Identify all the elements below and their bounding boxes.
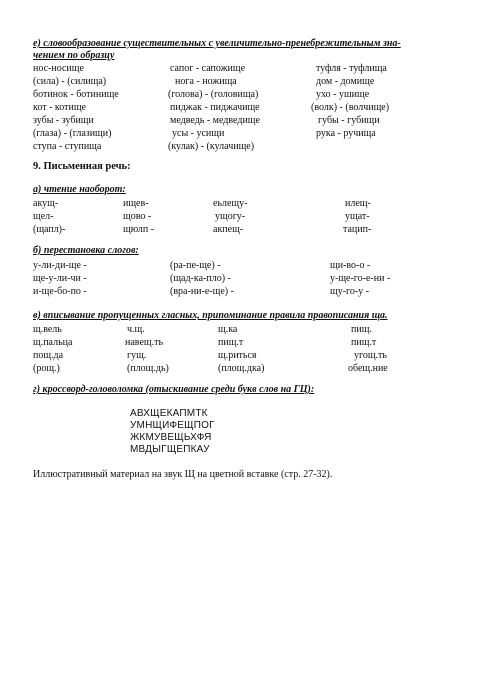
word-pair: пиджак - пиджачище: [170, 102, 260, 113]
word-pair: ухо - ушище: [316, 89, 370, 100]
letter-grid-row: УМНЩИФЕЩПОГ: [130, 420, 215, 431]
section-e-row: [0, 127, 494, 140]
letter-grid: [130, 408, 215, 456]
gap-word: пощ.да: [33, 350, 64, 361]
footer-note: Иллюстративный материал на звук Щ на цветной вставке (стр. 27-32).: [33, 469, 333, 480]
word-pair: ступа - ступища: [33, 141, 102, 152]
reversed-word: еьлещу-: [213, 198, 248, 209]
gap-word: навещ.ть: [125, 337, 164, 348]
reversed-word: акущ-: [33, 198, 59, 209]
word-pair: туфля - туфлища: [316, 63, 387, 74]
gap-word: пищ.т: [218, 337, 244, 348]
letter-grid-row: ЖКМУВЕЩЬХФЯ: [130, 432, 212, 443]
reversed-word: щюлп -: [123, 224, 155, 235]
word-pair: (волк) - (волчище): [311, 102, 390, 113]
word-pair: рука - ручища: [316, 128, 376, 139]
reversed-word: ущогу-: [215, 211, 246, 222]
gap-word: щ.пальца: [33, 337, 73, 348]
word-pair: ботинок - ботинище: [33, 89, 119, 100]
section-v-row: [0, 323, 494, 336]
section-e-row: [0, 62, 494, 75]
word-pair: усы - усищи: [172, 128, 225, 139]
section-b-row: [0, 285, 494, 298]
syllable-word: у-ли-ди-ще -: [33, 260, 87, 271]
reversed-word: щел-: [33, 211, 54, 222]
section-e-row: [0, 88, 494, 101]
word-pair: (глаза) - (глазищи): [33, 128, 112, 139]
gap-word: гущ.: [127, 350, 147, 361]
gap-word: щ.вель: [33, 324, 62, 335]
section-a-row: [0, 197, 494, 210]
word-pair: (сила) - (силища): [33, 76, 107, 87]
gap-word: ч.щ.: [127, 324, 145, 335]
syllable-word: (вра-ни-е-ще) -: [170, 286, 234, 297]
section-v-row: [0, 336, 494, 349]
section-v-row: [0, 349, 494, 362]
reversed-word: ущат-: [345, 211, 370, 222]
letter-grid-row: МВДЫГЩЕПКАУ: [130, 444, 210, 455]
syllable-word: (ра-пе-ще) -: [170, 260, 221, 271]
section-v-row: [0, 362, 494, 375]
section-g-heading: г) кроссворд-головоломка (отыскивание среди букв слов на ГЦ):: [33, 384, 315, 395]
section-b-row: [0, 259, 494, 272]
syllable-word: (щад-ка-пло) -: [170, 273, 231, 284]
section-e-heading-line2: чением по образцу: [33, 50, 115, 61]
letter-grid-row: АВХЩЕКАПМТК: [130, 408, 208, 419]
reversed-word: акпещ-: [213, 224, 244, 235]
word-pair: кот - котище: [33, 102, 86, 113]
section-a-heading: а) чтение наоборот:: [33, 184, 126, 195]
section-b-heading: б) перестановка слогов:: [33, 245, 139, 256]
syllable-word: щу-го-у -: [330, 286, 370, 297]
word-pair: сапог - сапожище: [170, 63, 246, 74]
section-e-row: [0, 114, 494, 127]
reversed-word: (щапл)-: [33, 224, 66, 235]
gap-word: (площ.дь): [127, 363, 169, 374]
section-e-row: [0, 75, 494, 88]
gap-word: пищ.т: [351, 337, 377, 348]
section-e-row: [0, 140, 494, 153]
section-e-row: [0, 101, 494, 114]
gap-word: (рощ.): [33, 363, 60, 374]
gap-word: обещ.ние: [348, 363, 388, 374]
word-pair: дом - домище: [316, 76, 375, 87]
reversed-word: тацип-: [343, 224, 372, 235]
gap-word: щ.ка: [218, 324, 238, 335]
section-e-heading-line1: е) словообразование существительных с увеличительно-пренебрежительным зна-: [33, 38, 401, 49]
gap-word: угощ.ть: [354, 350, 387, 361]
word-pair: (кулак) - (кулачище): [168, 141, 255, 152]
reversed-word: илещ-: [345, 198, 371, 209]
section-a-row: [0, 223, 494, 236]
syllable-word: у-ще-го-е-ни -: [330, 273, 391, 284]
syllable-word: и-ще-бо-по -: [33, 286, 87, 297]
word-pair: (голова) - (головища): [168, 89, 259, 100]
syllable-word: ще-у-ли-чи -: [33, 273, 87, 284]
section-b-row: [0, 272, 494, 285]
reversed-word: щово -: [123, 211, 152, 222]
word-pair: медведь - медведище: [170, 115, 260, 126]
gap-word: щ.риться: [218, 350, 257, 361]
word-pair: нос-носище: [33, 63, 84, 74]
syllable-word: щи-во-о -: [330, 260, 371, 271]
section-a-row: [0, 210, 494, 223]
reversed-word: ищев-: [123, 198, 149, 209]
word-pair: зубы - зубищи: [33, 115, 94, 126]
gap-word: пищ.: [351, 324, 372, 335]
word-pair: нога - ножища: [175, 76, 237, 87]
word-pair: губы - губищи: [318, 115, 380, 126]
section-v-heading: в) вписывание пропущенных гласных, припоминание правила правописания ща.: [33, 310, 388, 321]
section-9-title: 9. Письменная речь:: [33, 161, 131, 172]
gap-word: (площ.дка): [218, 363, 265, 374]
